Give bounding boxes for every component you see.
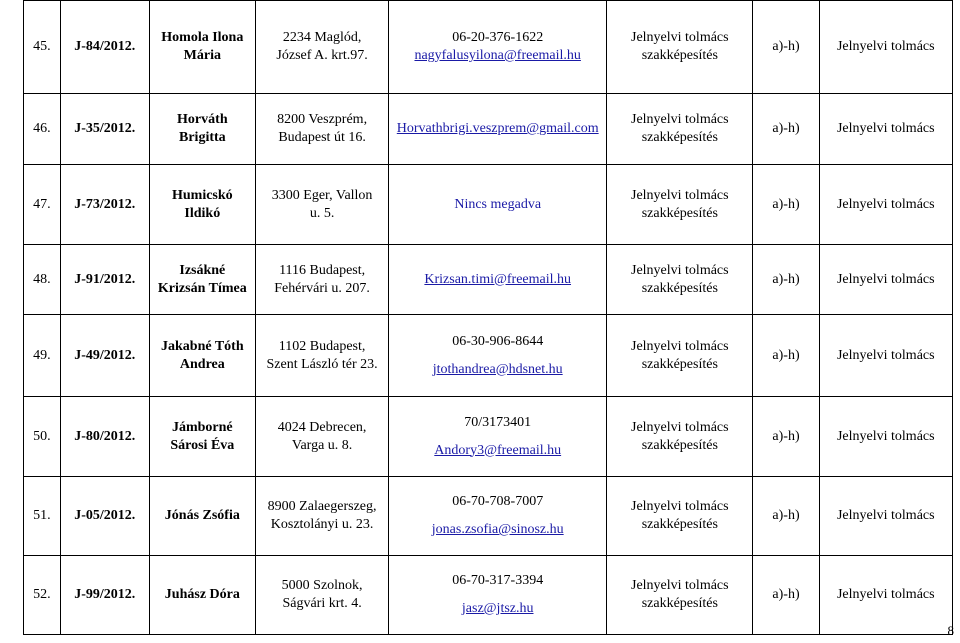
scope-letters-cell [753, 556, 819, 635]
table-row [24, 556, 953, 635]
contact-block [389, 271, 606, 289]
contact-block [389, 493, 606, 539]
registration-id-cell [60, 1, 149, 94]
name-cell [149, 1, 255, 94]
qualification-cell [607, 397, 753, 477]
registration-id-cell [60, 397, 149, 477]
role: Jelnyelvi tolmács [836, 508, 935, 523]
row-number-cell [24, 1, 61, 94]
row-number: 50. [33, 428, 51, 444]
address-line: 4024 Debrecen, [277, 419, 367, 435]
registration-id-cell [60, 315, 149, 397]
contact-cell [389, 397, 607, 477]
scope-letters: a)-h) [772, 121, 800, 136]
contact-block [389, 120, 606, 138]
contact-block [389, 414, 606, 460]
table-row [24, 477, 953, 556]
role-cell [819, 94, 952, 165]
email-link[interactable]: Andory3@freemail.hu [434, 442, 562, 458]
table-row [24, 1, 953, 94]
registration-id-cell [60, 245, 149, 315]
qualification-line: szakképesítés [641, 437, 718, 453]
row-number-cell [24, 315, 61, 397]
email-missing-note: Nincs megadva [454, 196, 542, 212]
role: Jelnyelvi tolmács [836, 347, 935, 363]
role-cell [819, 245, 952, 315]
address-line: Budapest út 16. [278, 130, 366, 145]
role: Jelnyelvi tolmács [836, 587, 935, 602]
contact-cell [389, 477, 607, 556]
table-row [24, 94, 953, 165]
qualification-cell [607, 1, 753, 94]
contact-cell [389, 1, 607, 94]
qualification-line: szakképesítés [641, 48, 718, 63]
qualification-cell [607, 477, 753, 556]
qualification-cell [607, 94, 753, 165]
registration-id: J-73/2012. [74, 196, 136, 212]
qualification-line: Jelnyelvi tolmács [631, 30, 729, 45]
address-line: József A. krt.97. [276, 48, 368, 63]
role: Jelnyelvi tolmács [836, 196, 935, 212]
address-cell [255, 397, 388, 477]
address-cell [255, 245, 388, 315]
scope-letters: a)-h) [772, 196, 800, 212]
table-row [24, 315, 953, 397]
qualification-line: Jelnyelvi tolmács [631, 262, 729, 278]
role-cell [819, 315, 952, 397]
address-cell [255, 477, 388, 556]
person-name-line: Jámborné [171, 419, 233, 435]
registration-id: J-99/2012. [74, 587, 136, 602]
qualification-line: szakképesítés [641, 280, 718, 296]
qualification-line: szakképesítés [641, 205, 718, 221]
role: Jelnyelvi tolmács [836, 39, 935, 54]
row-number: 51. [33, 508, 51, 523]
row-number-cell [24, 397, 61, 477]
role-cell [819, 1, 952, 94]
email-link[interactable]: Krizsan.timi@freemail.hu [424, 271, 572, 287]
scope-letters-cell [753, 315, 819, 397]
person-name-line: Ildikó [184, 205, 221, 221]
address-line: 2234 Maglód, [282, 30, 362, 45]
qualification-line: szakképesítés [641, 517, 718, 532]
qualification-line: Jelnyelvi tolmács [631, 499, 729, 514]
scope-letters-cell [753, 165, 819, 245]
row-number-cell [24, 245, 61, 315]
registration-id: J-35/2012. [74, 121, 136, 136]
phone-number: 06-70-708-7007 [452, 494, 544, 509]
person-name-line: Brigitta [179, 130, 226, 145]
row-number-cell [24, 94, 61, 165]
phone-number: 06-70-317-3394 [452, 573, 544, 588]
registration-id-cell [60, 165, 149, 245]
contact-block [389, 196, 606, 214]
person-name-line: Andrea [179, 356, 225, 372]
role-cell [819, 556, 952, 635]
contact-block [389, 29, 606, 65]
row-number-cell [24, 477, 61, 556]
name-cell [149, 556, 255, 635]
page-number: 8 [947, 623, 954, 638]
registration-id: J-49/2012. [74, 347, 136, 363]
qualification-cell [607, 245, 753, 315]
address-line: Varga u. 8. [291, 437, 353, 453]
contact-cell [389, 165, 607, 245]
scope-letters: a)-h) [772, 271, 800, 287]
scope-letters-cell [753, 245, 819, 315]
role: Jelnyelvi tolmács [836, 428, 935, 444]
row-number: 47. [33, 196, 51, 212]
scope-letters: a)-h) [772, 428, 800, 444]
person-name-line: Juhász Dóra [164, 587, 240, 602]
email-link[interactable]: nagyfalusyilona@freemail.hu [414, 48, 581, 63]
scope-letters-cell [753, 477, 819, 556]
scope-letters-cell [753, 94, 819, 165]
address-line: Kosztolányi u. 23. [270, 517, 374, 532]
qualification-cell [607, 315, 753, 397]
row-number: 48. [33, 271, 51, 287]
address-line: Szent László tér 23. [266, 356, 378, 372]
address-cell [255, 1, 388, 94]
address-line: 1116 Budapest, [279, 262, 366, 278]
registration-id: J-84/2012. [74, 39, 136, 54]
registration-id: J-91/2012. [74, 271, 136, 287]
registration-id: J-05/2012. [74, 508, 136, 523]
name-cell [149, 315, 255, 397]
table-row [24, 397, 953, 477]
qualification-line: Jelnyelvi tolmács [631, 112, 729, 127]
qualification-line: szakképesítés [641, 596, 718, 611]
registration-id-cell [60, 556, 149, 635]
address-line: 8200 Veszprém, [277, 112, 368, 127]
scope-letters-cell [753, 1, 819, 94]
address-cell [255, 556, 388, 635]
registration-id-cell [60, 477, 149, 556]
address-cell [255, 94, 388, 165]
name-cell [149, 245, 255, 315]
email-link[interactable]: jtothandrea@hdsnet.hu [432, 361, 563, 377]
role-cell [819, 397, 952, 477]
name-cell [149, 477, 255, 556]
scope-letters: a)-h) [772, 587, 800, 602]
table-row [24, 165, 953, 245]
role: Jelnyelvi tolmács [836, 121, 935, 136]
address-line: Ságvári krt. 4. [282, 596, 362, 611]
registration-id: J-80/2012. [74, 428, 136, 444]
contact-cell [389, 315, 607, 397]
phone-number: 06-30-906-8644 [452, 333, 544, 349]
email-link[interactable]: jasz@jtsz.hu [461, 601, 534, 616]
address-line: 3300 Eger, Vallon [271, 187, 373, 203]
address-line: u. 5. [309, 205, 335, 221]
role-cell [819, 477, 952, 556]
scope-letters: a)-h) [772, 39, 800, 54]
person-name-line: Mária [183, 48, 221, 63]
name-cell [149, 397, 255, 477]
name-cell [149, 165, 255, 245]
person-name-line: Sárosi Éva [170, 437, 235, 453]
qualification-line: Jelnyelvi tolmács [631, 187, 729, 203]
person-name-line: Jónás Zsófia [164, 508, 240, 523]
contact-cell [389, 94, 607, 165]
person-name-line: Krizsán Tímea [157, 280, 247, 296]
scope-letters-cell [753, 397, 819, 477]
person-name-line: Jakabné Tóth [161, 338, 244, 354]
row-number-cell [24, 556, 61, 635]
registration-id-cell [60, 94, 149, 165]
person-name-line: Horváth [177, 112, 228, 127]
scope-letters: a)-h) [772, 347, 800, 363]
qualification-line: szakképesítés [641, 356, 718, 372]
table-row [24, 245, 953, 315]
address-line: 1102 Budapest, [278, 338, 366, 354]
phone-number: 06-20-376-1622 [452, 30, 544, 45]
row-number: 52. [33, 587, 51, 602]
person-name-line: Izsákné [179, 262, 226, 278]
qualification-line: Jelnyelvi tolmács [631, 578, 729, 593]
contact-cell [389, 556, 607, 635]
qualification-line: Jelnyelvi tolmács [631, 419, 729, 435]
contact-block [389, 572, 606, 618]
email-link[interactable]: Horvathbrigi.veszprem@gmail.com [396, 121, 599, 136]
address-line: 5000 Szolnok, [281, 578, 363, 593]
phone-number: 70/3173401 [464, 414, 532, 430]
person-name-line: Homola Ilona [161, 30, 244, 45]
scope-letters: a)-h) [772, 508, 800, 523]
address-line: Fehérvári u. 207. [274, 280, 370, 296]
qualification-cell [607, 556, 753, 635]
address-cell [255, 165, 388, 245]
contact-cell [389, 245, 607, 315]
contact-block [389, 333, 606, 379]
row-number-cell [24, 165, 61, 245]
qualification-cell [607, 165, 753, 245]
address-cell [255, 315, 388, 397]
address-line: 8900 Zalaegerszeg, [267, 499, 377, 514]
email-link[interactable]: jonas.zsofia@sinosz.hu [431, 522, 564, 537]
interpreter-register-table [23, 0, 953, 635]
row-number: 45. [33, 39, 51, 54]
role: Jelnyelvi tolmács [836, 271, 935, 287]
qualification-line: szakképesítés [641, 130, 718, 145]
person-name-line: Humicskó [171, 187, 233, 203]
row-number: 49. [33, 347, 51, 363]
qualification-line: Jelnyelvi tolmács [631, 338, 729, 354]
role-cell [819, 165, 952, 245]
row-number: 46. [33, 121, 51, 136]
name-cell [149, 94, 255, 165]
